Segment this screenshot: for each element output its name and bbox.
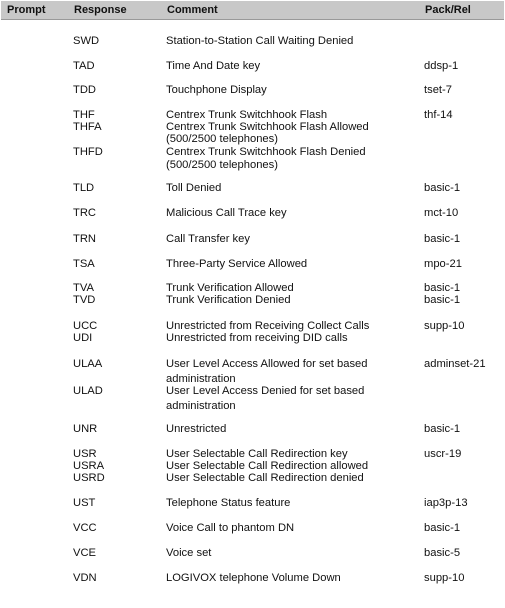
pack-rel-cell xyxy=(424,233,504,245)
response-code: UNR xyxy=(73,423,98,435)
pack-rel-cell xyxy=(424,358,504,370)
response-code: TAD xyxy=(73,60,95,72)
response-cell xyxy=(73,448,158,484)
response-code: TRC xyxy=(73,207,96,219)
pack-rel-value: basic-1 xyxy=(424,522,461,534)
pack-rel-cell xyxy=(424,258,504,270)
comment-cell xyxy=(166,497,416,509)
comment-cell xyxy=(166,182,416,194)
pack-rel-value: mpo-21 xyxy=(424,258,462,270)
pack-rel-cell xyxy=(424,207,504,219)
response-code: USRD xyxy=(73,472,105,484)
response-code: TSA xyxy=(73,258,95,270)
comment-text: Toll Denied xyxy=(166,182,222,194)
pack-rel-cell xyxy=(424,448,504,460)
comment-cell xyxy=(166,233,416,245)
comment-text: Call Transfer key xyxy=(166,233,250,245)
pack-rel-value: iap3p-13 xyxy=(424,497,468,509)
pack-rel-value: basic-1 xyxy=(424,423,461,435)
response-code: VDN xyxy=(73,572,97,584)
comment-text: Three-Party Service Allowed xyxy=(166,258,308,270)
comment-text: Voice Call to phantom DN xyxy=(166,522,295,534)
pack-rel-value: supp-10 xyxy=(424,572,465,584)
comment-text: Centrex Trunk Switchhook Flash Denied xyxy=(166,146,366,158)
comment-text: Voice set xyxy=(166,547,212,559)
comment-cell xyxy=(166,572,416,584)
pack-rel-cell xyxy=(424,182,504,194)
pack-rel-cell xyxy=(424,572,504,584)
pack-rel-cell xyxy=(424,109,504,121)
comment-cell xyxy=(166,423,416,435)
response-code: USR xyxy=(73,448,97,460)
pack-rel-value: basic-1 xyxy=(424,282,461,294)
response-cell xyxy=(73,182,158,194)
comment-text: User Selectable Call Redirection key xyxy=(166,448,348,460)
comment-cell xyxy=(166,207,416,219)
pack-rel-cell xyxy=(424,547,504,559)
comment-column-header: Comment xyxy=(167,4,218,16)
comment-cell xyxy=(166,522,416,534)
comment-text: User Level Access Denied for set based xyxy=(166,385,365,397)
response-code: UST xyxy=(73,497,96,509)
comment-cell xyxy=(166,258,416,270)
comment-text: Time And Date key xyxy=(166,60,261,72)
response-code: TLD xyxy=(73,182,95,194)
response-cell xyxy=(73,423,158,435)
response-cell xyxy=(73,84,158,96)
response-code: TVA xyxy=(73,282,94,294)
pack-rel-cell xyxy=(424,84,504,96)
comment-cell xyxy=(166,60,416,72)
response-cell xyxy=(73,35,158,47)
pack-rel-value: ddsp-1 xyxy=(424,60,459,72)
pack-rel-cell xyxy=(424,60,504,72)
comment-text: administration xyxy=(166,400,236,412)
pack-rel-value: tset-7 xyxy=(424,84,452,96)
comment-text: Unrestricted xyxy=(166,423,227,435)
response-code: VCE xyxy=(73,547,97,559)
comment-text: User Level Access Allowed for set based xyxy=(166,358,368,370)
comment-text: LOGIVOX telephone Volume Down xyxy=(166,572,341,584)
response-code: UCC xyxy=(73,320,98,332)
comment-text: (500/2500 telephones) xyxy=(166,159,278,171)
comment-cell xyxy=(166,84,416,96)
pack-rel-value: basic-1 xyxy=(424,182,461,194)
comment-cell xyxy=(166,35,416,47)
response-cell xyxy=(73,60,158,72)
response-cell xyxy=(73,233,158,245)
response-code: THFA xyxy=(73,121,102,133)
response-cell xyxy=(73,522,158,534)
response-cell xyxy=(73,547,158,559)
comment-text: administration xyxy=(166,373,236,385)
pack-rel-cell xyxy=(424,497,504,509)
response-code: USRA xyxy=(73,460,105,472)
pack-rel-value: basic-1 xyxy=(424,233,461,245)
response-code: THFD xyxy=(73,146,103,158)
response-cell xyxy=(73,497,158,509)
pack-rel-value: uscr-19 xyxy=(424,448,462,460)
comment-text: (500/2500 telephones) xyxy=(166,133,278,145)
comment-text: Centrex Trunk Switchhook Flash Allowed xyxy=(166,121,369,133)
table-header xyxy=(1,1,504,20)
comment-text: User Selectable Call Redirection denied xyxy=(166,472,364,484)
pack-rel-column-header: Pack/Rel xyxy=(425,4,471,16)
pack-rel-value: supp-10 xyxy=(424,320,465,332)
comment-text: Touchphone Display xyxy=(166,84,267,96)
pack-rel-value: basic-5 xyxy=(424,547,461,559)
comment-text: Malicious Call Trace key xyxy=(166,207,287,219)
comment-cell xyxy=(166,547,416,559)
response-code: TDD xyxy=(73,84,96,96)
pack-rel-value: adminset-21 xyxy=(424,358,486,370)
comment-text: Trunk Verification Denied xyxy=(166,294,291,306)
response-code xyxy=(73,133,76,145)
response-column-header: Response xyxy=(74,4,127,16)
pack-rel-cell xyxy=(424,423,504,435)
comment-cell xyxy=(166,320,416,344)
comment-text: Station-to-Station Call Waiting Denied xyxy=(166,35,354,47)
response-code: ULAA xyxy=(73,358,103,370)
pack-rel-value: mct-10 xyxy=(424,207,459,219)
pack-rel-cell xyxy=(424,522,504,534)
comment-text: Telephone Status feature xyxy=(166,497,291,509)
prompt-column-header: Prompt xyxy=(7,4,46,16)
pack-rel-value: basic-1 xyxy=(424,294,461,306)
response-cell xyxy=(73,282,158,306)
pack-rel-value: thf-14 xyxy=(424,109,453,121)
response-code: ULAD xyxy=(73,385,103,397)
response-cell xyxy=(73,572,158,584)
response-code: SWD xyxy=(73,35,100,47)
response-code: UDI xyxy=(73,332,93,344)
response-code: THF xyxy=(73,109,95,121)
comment-text: User Selectable Call Redirection allowed xyxy=(166,460,369,472)
pack-rel-cell xyxy=(424,320,504,332)
comment-text: Unrestricted from receiving DID calls xyxy=(166,332,348,344)
response-cell xyxy=(73,258,158,270)
comment-text: Trunk Verification Allowed xyxy=(166,282,294,294)
response-cell xyxy=(73,320,158,344)
comment-text: Centrex Trunk Switchhook Flash xyxy=(166,109,328,121)
comment-cell xyxy=(166,282,416,306)
response-code: VCC xyxy=(73,522,97,534)
response-code xyxy=(73,373,76,385)
response-code: TRN xyxy=(73,233,96,245)
comment-text: Unrestricted from Receiving Collect Calls xyxy=(166,320,370,332)
response-code: TVD xyxy=(73,294,96,306)
pack-rel-cell xyxy=(424,282,504,306)
response-cell xyxy=(73,207,158,219)
comment-cell xyxy=(166,448,416,484)
